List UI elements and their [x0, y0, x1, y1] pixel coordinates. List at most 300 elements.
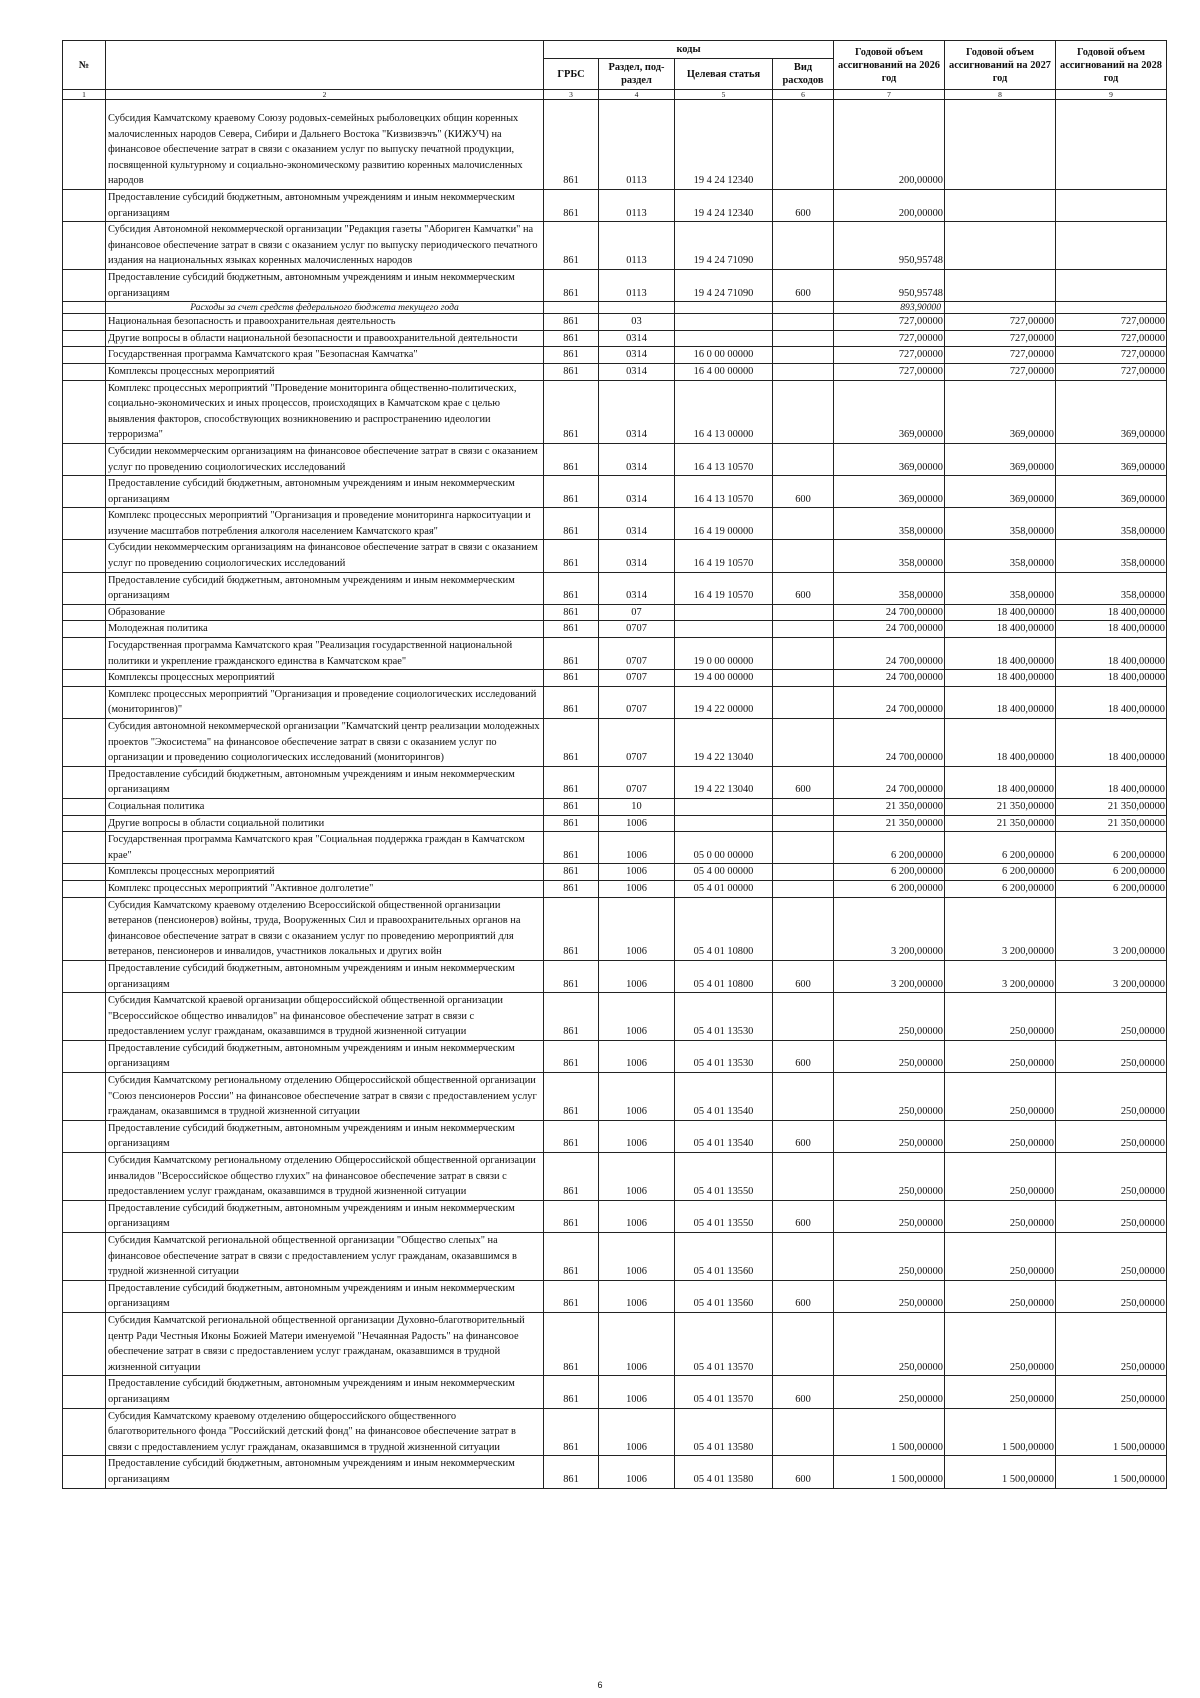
grbs-cell: 861: [544, 1408, 599, 1456]
razdel-cell: 1006: [599, 1280, 675, 1312]
row-number-cell: [63, 314, 106, 331]
row-name-cell: Субсидия Камчатскому краевому Союзу родовых-семейных рыболовецких общин коренных малочисленных народов Севера, Сибири и Дальнего Востока "Кизвизвэчъ" (КИЖУЧ) на финансовое обеспечение затрат в связи с оказанием услуг по выпуску печатной продукции, посвященной культурному и социально-экономическому развитию коренных малочисленных народов: [106, 100, 544, 190]
vid-rashodov-cell: 600: [773, 1120, 834, 1152]
table-row: [63, 1200, 1167, 1232]
vid-rashodov-cell: 600: [773, 476, 834, 508]
amount-2027-cell: 369,00000: [945, 443, 1056, 475]
amount-2028-cell: 18 400,00000: [1056, 621, 1167, 638]
vid-rashodov-cell: [773, 864, 834, 881]
table-row: [63, 1233, 1167, 1281]
col-number: 9: [1056, 90, 1167, 100]
razdel-cell: 1006: [599, 1120, 675, 1152]
vid-rashodov-cell: 600: [773, 572, 834, 604]
vid-rashodov-cell: [773, 832, 834, 864]
amount-2028-cell: 21 350,00000: [1056, 815, 1167, 832]
grbs-cell: 861: [544, 330, 599, 347]
row-number-cell: [63, 1040, 106, 1072]
row-number-cell: [63, 443, 106, 475]
grbs-cell: [544, 302, 599, 314]
celevaya-statya-cell: 05 4 01 13530: [675, 1040, 773, 1072]
amount-2027-cell: 250,00000: [945, 1312, 1056, 1375]
row-name-cell: Комплекс процессных мероприятий "Проведение мониторинга общественно-политических, социально-экономических и иных процессов, происходящих в Камчатском крае с целью выявления факторов, способствующих возникновению и распространению идеологии терроризма": [106, 380, 544, 443]
row-number-cell: [63, 1200, 106, 1232]
amount-2026-cell: 250,00000: [834, 1280, 945, 1312]
budget-table-sheet: [62, 40, 1166, 1489]
razdel-cell: 1006: [599, 815, 675, 832]
celevaya-statya-cell: 16 4 19 00000: [675, 508, 773, 540]
vid-rashodov-cell: 600: [773, 1200, 834, 1232]
amount-2028-cell: 6 200,00000: [1056, 864, 1167, 881]
header-column-numbers: [63, 90, 1167, 100]
vid-rashodov-cell: [773, 347, 834, 364]
amount-2026-cell: 727,00000: [834, 363, 945, 380]
vid-rashodov-cell: [773, 638, 834, 670]
header-grbs: ГРБС: [544, 59, 599, 90]
vid-rashodov-cell: [773, 621, 834, 638]
row-number-cell: [63, 621, 106, 638]
razdel-cell: 0113: [599, 100, 675, 190]
row-name-cell: Субсидия Автономной некоммерческой организации "Редакция газеты "Абориген Камчатки" на финансовое обеспечение затрат в связи с оказанием услуг по выпуску периодического печатного издания на национальных языках коренных малочисленных народов: [106, 222, 544, 270]
amount-2028-cell: 727,00000: [1056, 330, 1167, 347]
celevaya-statya-cell: 19 0 00 00000: [675, 638, 773, 670]
amount-2027-cell: 358,00000: [945, 540, 1056, 572]
amount-2027-cell: [945, 269, 1056, 301]
table-row: [63, 269, 1167, 301]
razdel-cell: 0314: [599, 540, 675, 572]
row-name-cell: Субсидия Камчатской региональной общественной организации "Общество слепых" на финансовое обеспечение затрат в связи с предоставлением услуг гражданам, оказавшимся в трудной жизненной ситуации: [106, 1233, 544, 1281]
grbs-cell: 861: [544, 604, 599, 621]
celevaya-statya-cell: [675, 621, 773, 638]
razdel-cell: 0707: [599, 719, 675, 767]
table-row: [63, 1153, 1167, 1201]
celevaya-statya-cell: 16 4 00 00000: [675, 363, 773, 380]
header-name: [106, 41, 544, 90]
razdel-cell: 0314: [599, 380, 675, 443]
amount-2026-cell: 21 350,00000: [834, 815, 945, 832]
celevaya-statya-cell: 16 4 19 10570: [675, 572, 773, 604]
row-number-cell: [63, 993, 106, 1041]
row-number-cell: [63, 363, 106, 380]
amount-2026-cell: 369,00000: [834, 476, 945, 508]
amount-2027-cell: 18 400,00000: [945, 670, 1056, 687]
row-name-cell: Субсидия Камчатскому региональному отделению Общероссийской общественной организации инвалидов "Всероссийское общество глухих" на финансовое обеспечение затрат в связи с предоставлением услуг гражданам, оказавшимся в трудной жизненной ситуации: [106, 1153, 544, 1201]
amount-2026-cell: 24 700,00000: [834, 604, 945, 621]
amount-2028-cell: 18 400,00000: [1056, 686, 1167, 718]
table-row: [63, 347, 1167, 364]
col-number: 5: [675, 90, 773, 100]
amount-2028-cell: 358,00000: [1056, 572, 1167, 604]
table-row: [63, 880, 1167, 897]
amount-2026-cell: 358,00000: [834, 540, 945, 572]
grbs-cell: 861: [544, 1280, 599, 1312]
row-name-cell: Другие вопросы в области социальной политики: [106, 815, 544, 832]
page-number: 6: [597, 1680, 603, 1690]
row-name-cell: Государственная программа Камчатского края "Безопасная Камчатка": [106, 347, 544, 364]
vid-rashodov-cell: [773, 100, 834, 190]
row-number-cell: [63, 540, 106, 572]
celevaya-statya-cell: [675, 302, 773, 314]
row-number-cell: [63, 302, 106, 314]
vid-rashodov-cell: 600: [773, 960, 834, 992]
row-number-cell: [63, 815, 106, 832]
vid-rashodov-cell: [773, 508, 834, 540]
celevaya-statya-cell: 16 4 13 10570: [675, 476, 773, 508]
amount-2027-cell: 18 400,00000: [945, 766, 1056, 798]
amount-2027-cell: 727,00000: [945, 363, 1056, 380]
row-name-cell: Комплексы процессных мероприятий: [106, 670, 544, 687]
razdel-cell: 0113: [599, 222, 675, 270]
row-name-cell: Субсидия Камчатскому региональному отделению Общероссийской общественной организации "Союз пенсионеров России" на финансовое обеспечение затрат в связи с предоставлением услуг гражданам, оказавшимся в трудной жизненной ситуации: [106, 1073, 544, 1121]
table-row: [63, 100, 1167, 190]
grbs-cell: 861: [544, 1312, 599, 1375]
amount-2026-cell: 358,00000: [834, 508, 945, 540]
header-vid: Вид расходов: [773, 59, 834, 90]
razdel-cell: 0707: [599, 686, 675, 718]
amount-2028-cell: 250,00000: [1056, 993, 1167, 1041]
budget-table: [62, 40, 1167, 1489]
celevaya-statya-cell: 05 4 01 10800: [675, 897, 773, 960]
amount-2027-cell: 21 350,00000: [945, 798, 1056, 815]
amount-2027-cell: 250,00000: [945, 993, 1056, 1041]
table-row: [63, 540, 1167, 572]
celevaya-statya-cell: 05 4 01 13570: [675, 1376, 773, 1408]
razdel-cell: 1006: [599, 832, 675, 864]
celevaya-statya-cell: 05 4 01 10800: [675, 960, 773, 992]
row-number-cell: [63, 798, 106, 815]
vid-rashodov-cell: [773, 604, 834, 621]
amount-2028-cell: 250,00000: [1056, 1233, 1167, 1281]
header-kody: коды: [544, 41, 834, 59]
grbs-cell: 861: [544, 670, 599, 687]
row-name-cell: Расходы за счет средств федерального бюджета текущего года: [106, 302, 544, 314]
amount-2026-cell: 200,00000: [834, 190, 945, 222]
vid-rashodov-cell: [773, 719, 834, 767]
celevaya-statya-cell: 05 4 00 00000: [675, 864, 773, 881]
table-row: [63, 766, 1167, 798]
amount-2028-cell: 250,00000: [1056, 1200, 1167, 1232]
table-row: [63, 638, 1167, 670]
table-row: [63, 380, 1167, 443]
razdel-cell: 0314: [599, 508, 675, 540]
celevaya-statya-cell: 19 4 24 12340: [675, 190, 773, 222]
row-name-cell: Субсидии некоммерческим организациям на финансовое обеспечение затрат в связи с оказанием услуг по проведению социологических исследований: [106, 540, 544, 572]
amount-2027-cell: [945, 190, 1056, 222]
amount-2026-cell: 24 700,00000: [834, 686, 945, 718]
table-row: [63, 993, 1167, 1041]
grbs-cell: 861: [544, 100, 599, 190]
amount-2028-cell: [1056, 100, 1167, 190]
amount-2026-cell: 250,00000: [834, 993, 945, 1041]
grbs-cell: 861: [544, 222, 599, 270]
grbs-cell: 861: [544, 1200, 599, 1232]
grbs-cell: 861: [544, 993, 599, 1041]
vid-rashodov-cell: [773, 1233, 834, 1281]
amount-2026-cell: 24 700,00000: [834, 621, 945, 638]
amount-2028-cell: 18 400,00000: [1056, 638, 1167, 670]
razdel-cell: 03: [599, 314, 675, 331]
amount-2027-cell: 18 400,00000: [945, 604, 1056, 621]
row-number-cell: [63, 190, 106, 222]
row-name-cell: Предоставление субсидий бюджетным, автономным учреждениям и иным некоммерческим организациям: [106, 190, 544, 222]
row-number-cell: [63, 766, 106, 798]
amount-2027-cell: [945, 100, 1056, 190]
row-number-cell: [63, 1153, 106, 1201]
razdel-cell: 1006: [599, 1408, 675, 1456]
table-row: [63, 1312, 1167, 1375]
amount-2027-cell: [945, 302, 1056, 314]
celevaya-statya-cell: [675, 604, 773, 621]
amount-2027-cell: 18 400,00000: [945, 719, 1056, 767]
razdel-cell: 0314: [599, 347, 675, 364]
vid-rashodov-cell: [773, 880, 834, 897]
amount-2027-cell: 727,00000: [945, 314, 1056, 331]
amount-2027-cell: 6 200,00000: [945, 832, 1056, 864]
row-number-cell: [63, 1280, 106, 1312]
grbs-cell: 861: [544, 1153, 599, 1201]
table-row: [63, 897, 1167, 960]
grbs-cell: 861: [544, 686, 599, 718]
celevaya-statya-cell: [675, 798, 773, 815]
amount-2026-cell: 24 700,00000: [834, 638, 945, 670]
row-name-cell: Субсидия автономной некоммерческой организации "Камчатский центр реализации молодежных проектов "Экосистема" на финансовое обеспечение затрат в связи с оказанием услуг по организации и проведению социологических исследований (мониторингов): [106, 719, 544, 767]
col-number: 1: [63, 90, 106, 100]
row-name-cell: Предоставление субсидий бюджетным, автономным учреждениям и иным некоммерческим организациям: [106, 476, 544, 508]
grbs-cell: 861: [544, 960, 599, 992]
vid-rashodov-cell: 600: [773, 1040, 834, 1072]
celevaya-statya-cell: 16 4 13 10570: [675, 443, 773, 475]
amount-2027-cell: 3 200,00000: [945, 960, 1056, 992]
row-name-cell: Комплекс процессных мероприятий "Организация и проведение социологических исследований (мониторингов)": [106, 686, 544, 718]
amount-2027-cell: 727,00000: [945, 330, 1056, 347]
vid-rashodov-cell: 600: [773, 1280, 834, 1312]
table-row: [63, 621, 1167, 638]
amount-2028-cell: 18 400,00000: [1056, 766, 1167, 798]
amount-2027-cell: 369,00000: [945, 476, 1056, 508]
razdel-cell: 0314: [599, 363, 675, 380]
amount-2028-cell: 369,00000: [1056, 443, 1167, 475]
table-row-federal-note: [63, 302, 1167, 314]
celevaya-statya-cell: 16 0 00 00000: [675, 347, 773, 364]
vid-rashodov-cell: [773, 1408, 834, 1456]
grbs-cell: 861: [544, 832, 599, 864]
vid-rashodov-cell: [773, 330, 834, 347]
table-row: [63, 363, 1167, 380]
row-name-cell: Комплекс процессных мероприятий "Активное долголетие": [106, 880, 544, 897]
table-row: [63, 686, 1167, 718]
razdel-cell: 0113: [599, 269, 675, 301]
amount-2027-cell: 250,00000: [945, 1153, 1056, 1201]
row-number-cell: [63, 864, 106, 881]
grbs-cell: 861: [544, 363, 599, 380]
razdel-cell: 1006: [599, 864, 675, 881]
amount-2027-cell: 250,00000: [945, 1280, 1056, 1312]
row-name-cell: Субсидия Камчатской краевой организации общероссийской общественной организации "Всероссийское общество инвалидов" на финансовое обеспечение затрат в связи с предоставлением услуг гражданам, оказавшимся в трудной жизненной ситуации: [106, 993, 544, 1041]
row-number-cell: [63, 1408, 106, 1456]
amount-2026-cell: 3 200,00000: [834, 960, 945, 992]
razdel-cell: 1006: [599, 1153, 675, 1201]
grbs-cell: 861: [544, 1376, 599, 1408]
vid-rashodov-cell: [773, 314, 834, 331]
table-row: [63, 476, 1167, 508]
amount-2028-cell: 727,00000: [1056, 347, 1167, 364]
row-number-cell: [63, 269, 106, 301]
amount-2026-cell: 369,00000: [834, 443, 945, 475]
vid-rashodov-cell: [773, 1073, 834, 1121]
table-row: [63, 314, 1167, 331]
celevaya-statya-cell: 05 4 01 13560: [675, 1233, 773, 1281]
razdel-cell: 0707: [599, 638, 675, 670]
amount-2026-cell: 6 200,00000: [834, 832, 945, 864]
amount-2027-cell: 6 200,00000: [945, 864, 1056, 881]
amount-2028-cell: 21 350,00000: [1056, 798, 1167, 815]
row-name-cell: Комплексы процессных мероприятий: [106, 363, 544, 380]
razdel-cell: 07: [599, 604, 675, 621]
celevaya-statya-cell: 19 4 24 71090: [675, 269, 773, 301]
vid-rashodov-cell: [773, 1312, 834, 1375]
row-number-cell: [63, 897, 106, 960]
amount-2026-cell: 1 500,00000: [834, 1408, 945, 1456]
amount-2026-cell: 250,00000: [834, 1153, 945, 1201]
vid-rashodov-cell: 600: [773, 269, 834, 301]
razdel-cell: 0314: [599, 330, 675, 347]
row-number-cell: [63, 476, 106, 508]
row-number-cell: [63, 960, 106, 992]
amount-2027-cell: 3 200,00000: [945, 897, 1056, 960]
celevaya-statya-cell: 16 4 19 10570: [675, 540, 773, 572]
amount-2028-cell: 250,00000: [1056, 1312, 1167, 1375]
amount-2028-cell: 250,00000: [1056, 1040, 1167, 1072]
razdel-cell: 0707: [599, 766, 675, 798]
vid-rashodov-cell: [773, 798, 834, 815]
col-number: 8: [945, 90, 1056, 100]
row-number-cell: [63, 330, 106, 347]
table-row: [63, 1376, 1167, 1408]
razdel-cell: 1006: [599, 1200, 675, 1232]
amount-2028-cell: 250,00000: [1056, 1280, 1167, 1312]
row-number-cell: [63, 604, 106, 621]
amount-2027-cell: 6 200,00000: [945, 880, 1056, 897]
celevaya-statya-cell: 19 4 00 00000: [675, 670, 773, 687]
row-number-cell: [63, 347, 106, 364]
table-row: [63, 960, 1167, 992]
celevaya-statya-cell: [675, 330, 773, 347]
row-name-cell: Предоставление субсидий бюджетным, автономным учреждениям и иным некоммерческим организациям: [106, 1376, 544, 1408]
razdel-cell: 1006: [599, 1312, 675, 1375]
amount-2028-cell: 369,00000: [1056, 380, 1167, 443]
amount-2026-cell: 250,00000: [834, 1040, 945, 1072]
amount-2026-cell: 369,00000: [834, 380, 945, 443]
grbs-cell: 861: [544, 1233, 599, 1281]
table-row: [63, 1040, 1167, 1072]
grbs-cell: 861: [544, 638, 599, 670]
header-num: №: [63, 41, 106, 90]
amount-2027-cell: 250,00000: [945, 1120, 1056, 1152]
razdel-cell: 1006: [599, 1233, 675, 1281]
vid-rashodov-cell: [773, 443, 834, 475]
table-row: [63, 864, 1167, 881]
row-number-cell: [63, 1312, 106, 1375]
celevaya-statya-cell: 05 4 01 13560: [675, 1280, 773, 1312]
grbs-cell: 861: [544, 380, 599, 443]
razdel-cell: 0314: [599, 572, 675, 604]
amount-2028-cell: 1 500,00000: [1056, 1408, 1167, 1456]
amount-2028-cell: 369,00000: [1056, 476, 1167, 508]
grbs-cell: 861: [544, 621, 599, 638]
amount-2028-cell: 18 400,00000: [1056, 604, 1167, 621]
row-number-cell: [63, 719, 106, 767]
vid-rashodov-cell: [773, 686, 834, 718]
amount-2028-cell: 6 200,00000: [1056, 880, 1167, 897]
vid-rashodov-cell: [773, 540, 834, 572]
amount-2027-cell: 18 400,00000: [945, 638, 1056, 670]
vid-rashodov-cell: [773, 1153, 834, 1201]
row-number-cell: [63, 1376, 106, 1408]
amount-2026-cell: 250,00000: [834, 1312, 945, 1375]
amount-2028-cell: [1056, 302, 1167, 314]
amount-2027-cell: 21 350,00000: [945, 815, 1056, 832]
celevaya-statya-cell: 19 4 24 12340: [675, 100, 773, 190]
celevaya-statya-cell: [675, 815, 773, 832]
celevaya-statya-cell: 05 4 01 00000: [675, 880, 773, 897]
amount-2028-cell: 3 200,00000: [1056, 897, 1167, 960]
celevaya-statya-cell: 05 4 01 13540: [675, 1120, 773, 1152]
amount-2026-cell: 6 200,00000: [834, 880, 945, 897]
table-row: [63, 1280, 1167, 1312]
amount-2027-cell: 18 400,00000: [945, 621, 1056, 638]
razdel-cell: 1006: [599, 960, 675, 992]
row-name-cell: Предоставление субсидий бюджетным, автономным учреждениям и иным некоммерческим организациям: [106, 766, 544, 798]
header-celevaya: Целевая статья: [675, 59, 773, 90]
celevaya-statya-cell: 05 4 01 13570: [675, 1312, 773, 1375]
amount-2026-cell: 3 200,00000: [834, 897, 945, 960]
row-number-cell: [63, 638, 106, 670]
grbs-cell: 861: [544, 766, 599, 798]
vid-rashodov-cell: [773, 302, 834, 314]
amount-2028-cell: 6 200,00000: [1056, 832, 1167, 864]
razdel-cell: 1006: [599, 1040, 675, 1072]
razdel-cell: 1006: [599, 880, 675, 897]
table-row: [63, 443, 1167, 475]
amount-2026-cell: 893,90000: [834, 302, 945, 314]
celevaya-statya-cell: 19 4 22 00000: [675, 686, 773, 718]
amount-2026-cell: 24 700,00000: [834, 766, 945, 798]
amount-2026-cell: 950,95748: [834, 269, 945, 301]
amount-2027-cell: 250,00000: [945, 1200, 1056, 1232]
amount-2026-cell: 21 350,00000: [834, 798, 945, 815]
amount-2028-cell: 18 400,00000: [1056, 670, 1167, 687]
row-name-cell: Субсидия Камчатскому краевому отделению Всероссийской общественной организации ветеранов (пенсионеров) войны, труда, Вооруженных Сил и правоохранительных органов на финансовое обеспечение затрат в связи с оказанием услуг по проведению мероприятий для ветеранов, пенсионеров и инвалидов, участников локальных и других войн: [106, 897, 544, 960]
row-number-cell: [63, 100, 106, 190]
amount-2026-cell: 250,00000: [834, 1120, 945, 1152]
razdel-cell: 0314: [599, 476, 675, 508]
amount-2028-cell: 250,00000: [1056, 1153, 1167, 1201]
grbs-cell: 861: [544, 190, 599, 222]
col-number: 2: [106, 90, 544, 100]
razdel-cell: 1006: [599, 1456, 675, 1488]
row-name-cell: Предоставление субсидий бюджетным, автономным учреждениям и иным некоммерческим организациям: [106, 1200, 544, 1232]
vid-rashodov-cell: [773, 222, 834, 270]
celevaya-statya-cell: 19 4 24 71090: [675, 222, 773, 270]
row-number-cell: [63, 1233, 106, 1281]
razdel-cell: 1006: [599, 1073, 675, 1121]
amount-2026-cell: 250,00000: [834, 1233, 945, 1281]
vid-rashodov-cell: 600: [773, 190, 834, 222]
amount-2026-cell: 24 700,00000: [834, 670, 945, 687]
table-row: [63, 222, 1167, 270]
razdel-cell: 10: [599, 798, 675, 815]
table-row: [63, 190, 1167, 222]
grbs-cell: 861: [544, 1120, 599, 1152]
